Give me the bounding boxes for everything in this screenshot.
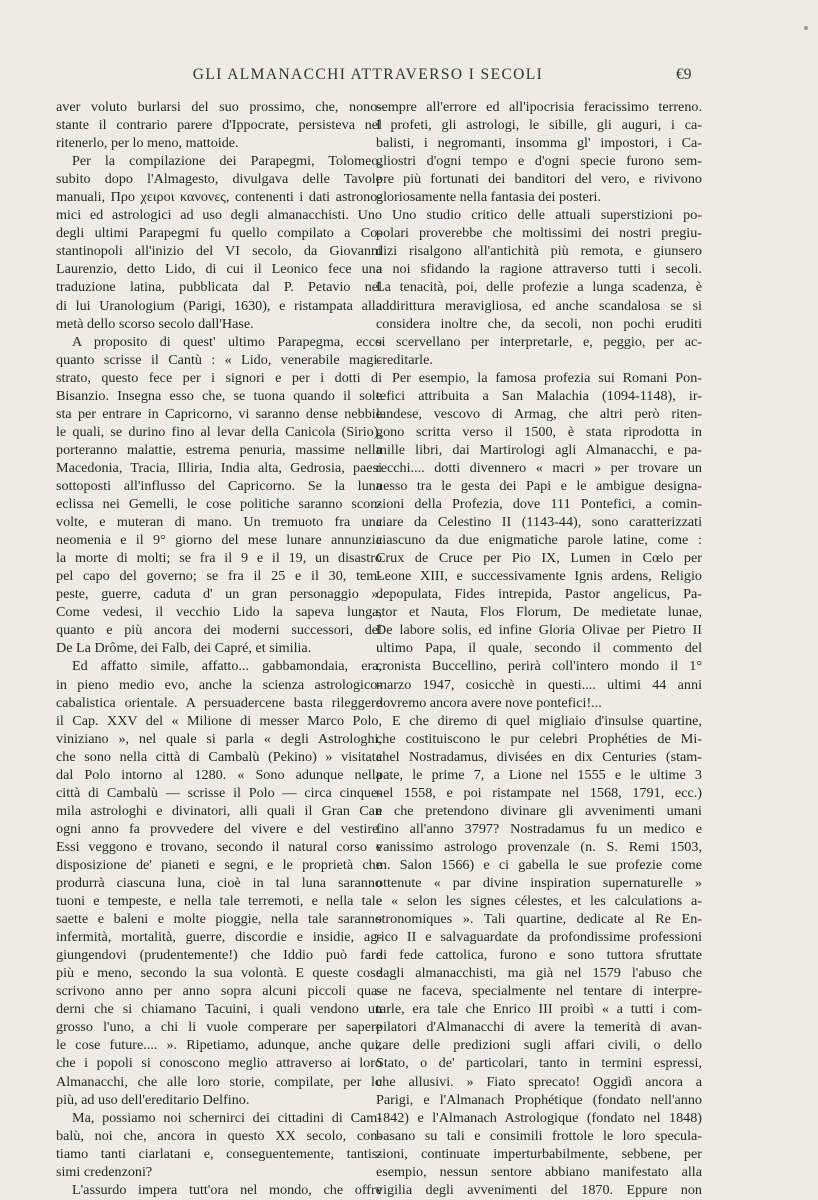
- text-line: Parigi, e l'Almanach Prophétique (fondato nell'anno: [376, 1091, 702, 1108]
- text-line: recchi.... dotti divennero « macri » per trovare un: [376, 459, 702, 476]
- text-line: cronista Buccellino, perirà coll'intero mondo il 1°: [376, 658, 702, 675]
- text-line: tuoni e tempeste, e nella tale terremoti, e nella tale: [56, 893, 382, 910]
- text-line: gloriosamente nella fantasia dei posteri.: [376, 189, 601, 206]
- text-line: città di Cambalù — scrisse il Polo — circa cinque-: [56, 784, 382, 801]
- text-line: mici ed astrologici ad uso degli almanacchisti. Uno: [56, 207, 382, 224]
- text-line: polari proverebbe che moltissimi dei nostri pregiu-: [376, 225, 702, 242]
- text-line: La tenacità, poi, delle profezie a lunga scadenza, è: [376, 279, 702, 296]
- text-line: esempio, nessun sentore abbiano manifestato alla: [376, 1163, 702, 1180]
- text-line: ottenute « par divine inspiration supernaturelle »: [376, 875, 702, 892]
- text-line: mila astrologhi e divinatori, alli quali il Gran Can: [56, 802, 382, 819]
- text-line: simi credenzoni?: [56, 1163, 153, 1180]
- text-line: produrrà ciascuna luna, cioè in tal luna saranno: [56, 875, 382, 892]
- text-line: De labore solis, ed infine Gloria Olivae per Pietro II: [376, 622, 702, 639]
- text-line: Leone XIII, e successivamente Ignis ardens, Religio: [376, 568, 702, 585]
- text-line: le cose future.... ». Ripetiamo, adunque, anche qui,: [56, 1037, 382, 1054]
- text-line: vanissimo astrologo provenzale (n. S. Remi 1503,: [376, 838, 702, 855]
- page-number: €9: [676, 66, 692, 83]
- text-line: quanto e più ancora dei moderni successori, del: [56, 622, 382, 639]
- text-line: stante il contrario parere d'Ippocrate, persisteva nel: [56, 117, 382, 134]
- text-line: pre più fortunati dei banditori del vero, e rivivono: [376, 171, 702, 188]
- text-line: che costituiscono le pur celebri Prophéties de Mi-: [376, 730, 702, 747]
- text-line: ritenerlo, per lo meno, mattoide.: [56, 135, 239, 152]
- text-line: vigilia degli avvenimenti del 1870. Eppure non: [376, 1181, 702, 1198]
- text-line: depopulata, Fides intrepida, Pastor angelicus, Pa-: [376, 586, 702, 603]
- text-line: in pieno medio evo, anche la scienza astrologico-: [56, 676, 382, 693]
- text-line: stronomiques ». Tali quartine, dedicate al Re En-: [376, 911, 702, 928]
- text-line: dovremo ancora avere nove pontefici!...: [376, 694, 602, 711]
- text-line: più e meno, secondo la sua volontà. E queste cose: [56, 965, 382, 982]
- text-line: mille libri, dai Martirologi agli Almanacchi, e pa-: [376, 441, 702, 458]
- left-column: [56, 98, 382, 1199]
- text-line: Crux de Cruce per Pio IX, Lumen in Cœlo per: [376, 550, 702, 567]
- text-line: ciare da Celestino II (1143-44), sono caratterizzati: [376, 514, 702, 531]
- text-line: I profeti, gli astrologi, le sibille, gli auguri, i ca-: [376, 117, 702, 134]
- text-line: chel Nostradamus, divisées en dix Centuries (stam-: [376, 748, 702, 765]
- text-line: De La Drôme, dei Falb, dei Capré, et similia.: [56, 640, 312, 657]
- text-line: tefici attribuita a San Malachia (1094-1148), ir-: [376, 387, 702, 404]
- text-line: grosso l'uno, a chi li vuole comperare per sapere: [56, 1019, 382, 1036]
- text-line: marzo 1947, cosicchè in questi.... ultimi 44 anni: [376, 676, 702, 693]
- text-line: ciascuno da due enigmatiche parole latine, come :: [376, 532, 702, 549]
- text-line: Come vedesi, il vecchio Lido la sapeva lunga,: [56, 604, 382, 621]
- text-line: scrivono anno per anno sopra alcuni piccoli qua-: [56, 983, 382, 1000]
- text-line: di lui Uranologium (Parigi, 1630), e ristampata alla: [56, 297, 382, 314]
- text-line: e « selon les signes célestes, et les calculations a-: [376, 893, 702, 910]
- text-line: considera inoltre che, da secoli, non pochi eruditi: [376, 315, 702, 332]
- text-line: pel capo del governo; se fra il 25 e il 30, tem-: [56, 568, 382, 585]
- text-line: E che diremo di quel migliaio d'insulse quartine,: [392, 712, 702, 729]
- text-line: zioni della Profezia, dove 111 Pontefici, a comin-: [376, 496, 702, 513]
- text-line: sempre all'errore ed all'ipocrisia feracissimo terreno.: [376, 99, 702, 115]
- text-line: balù, noi che, ancora in questo XX secolo, con-: [56, 1127, 382, 1144]
- text-line: si scervellano per interpretarle, e, peggio, per ac-: [376, 333, 702, 350]
- text-line: Per esempio, la famosa profezia sui Romani Pon-: [392, 369, 702, 386]
- text-line: creditarle.: [376, 351, 433, 368]
- text-line: Bisanzio. Insegna esso che, se tuona quando il sole: [56, 387, 382, 404]
- text-line: ultimo Papa, il quale, secondo il commento del: [376, 640, 702, 657]
- text-line: nesso tra le gesta dei Papi e le ambigue designa-: [376, 477, 702, 494]
- text-line: Per la compilazione dei Parapegmi, Tolomeo,: [72, 153, 382, 170]
- text-line: zioni, continuate imperturbabilmente, sebbene, per: [376, 1145, 702, 1162]
- text-line: Ed affatto simile, affatto... gabbamondaia, era,: [72, 658, 382, 675]
- text-line: landese, vescovo di Armag, che altri però riten-: [376, 405, 702, 422]
- text-line: Laurenzio, detto Lido, di cui il Leonico fece una: [56, 261, 382, 278]
- text-line: aver voluto burlarsi del suo prossimo, che, nono-: [56, 99, 382, 115]
- text-line: saette e baleni e molte pioggie, nella tale saranno: [56, 911, 382, 928]
- text-line: tiamo tanti ciarlatani e, conseguentemente, tantis-: [56, 1145, 382, 1162]
- text-line: pate, le prime 7, a Lione nel 1555 e le ultime 3: [376, 766, 702, 783]
- text-line: subito dopo l'Almagesto, divulgava delle Tavole: [56, 171, 382, 188]
- text-line: Ma, possiamo noi schernirci dei cittadini di Cam-: [72, 1109, 382, 1126]
- text-line: degli ultimi Parapegmi fu quello compilato a Co-: [56, 225, 382, 242]
- scan-speck: [804, 26, 808, 30]
- text-line: Stato, o de' particolari, tanto in termini espressi,: [376, 1055, 702, 1072]
- text-line: il Cap. XXV del « Milione di messer Marco Polo,: [56, 712, 382, 729]
- text-line: peste, guerre, caduta d' un gran personaggio ».: [56, 586, 382, 603]
- text-line: nel 1558, e poi ristampate nel 1568, 1791, ecc.): [376, 784, 702, 801]
- text-line: rico II e salvaguardate da profondissime professioni: [376, 929, 702, 946]
- text-line: 1842) e l'Almanach Astrologique (fondato nel 1848): [376, 1109, 702, 1126]
- text-line: stor et Nauta, Flos Florum, De medietate lunae,: [376, 604, 702, 621]
- text-line: eclissa nei Gemelli, le cose politiche saranno scon-: [56, 496, 382, 513]
- text-line: dal Polo intorno al 1280. « Sono adunque nella: [56, 766, 382, 783]
- text-line: porteranno malattie, estrema penuria, massime nella: [56, 441, 382, 458]
- text-line: neomenia e il 9° giorno del mese lunare annunzia: [56, 532, 382, 549]
- text-line: più, ad uso dell'ereditario Delfino.: [56, 1091, 250, 1108]
- text-line: volte, e muteran di mano. Un tremuoto fra una: [56, 514, 382, 531]
- text-line: addirittura meravigliosa, ed anche scandalosa se si: [376, 297, 702, 314]
- text-line: metà dello scorso secolo dall'Hase.: [56, 315, 254, 332]
- text-line: basano su tali e consimili frottole le loro specula-: [376, 1127, 702, 1144]
- text-line: sottoposti all'influsso del Capricorno. Se la luna: [56, 477, 382, 494]
- text-line: viniziano », nel quale si parla « degli Astrologhi,: [56, 730, 382, 747]
- right-column: [376, 98, 702, 1199]
- text-line: dizi risalgono all'antichità più remota, e giunsero: [376, 243, 702, 260]
- text-line: che i popoli si conoscono meglio attraverso ai loro: [56, 1055, 382, 1072]
- text-line: gono scritta verso il 1500, è stata riprodotta in: [376, 423, 702, 440]
- text-line: che allusivi. » Fiato sprecato! Oggidì ancora a: [376, 1073, 702, 1090]
- text-line: che sono nella città di Cambalù (Pekino) » visitata: [56, 748, 382, 765]
- text-line: A proposito di quest' ultimo Parapegma, ecco: [72, 333, 382, 350]
- text-line: infermità, mortalità, guerre, discordie e insidie, ag-: [56, 929, 382, 946]
- text-line: dagli almanacchisti, ma già nel 1579 l'abuso che: [376, 965, 702, 982]
- text-line: pilatori d'Almanacchi di avere la temerità di avan-: [376, 1019, 702, 1036]
- text-line: m. Salon 1566) e ci gabella le sue profezie come: [376, 856, 702, 873]
- text-line: ogni anno fa provvedere del vivere e del vestire.: [56, 820, 382, 837]
- text-line: Almanacchi, che alle loro storie, compilate, per lo: [56, 1073, 382, 1090]
- text-line: traduzione latina, pubblicata dal P. Petavio nel: [56, 279, 382, 296]
- text-line: giungendovi (prudentemente!) che Iddio può fare: [56, 947, 382, 964]
- text-line: manuali, Προ χειροι κανονες, contenenti i dati astrono-: [56, 189, 382, 206]
- text-line: tarle, era tale che Enrico III proibì « a tutti i com-: [376, 1001, 702, 1018]
- text-line: e che pretendono divinare gli avvenimenti umani: [376, 802, 702, 819]
- text-line: balisti, i negromanti, insomma gl' impostori, i Ca-: [376, 135, 702, 152]
- text-line: stantinopoli all'inizio del VI secolo, da Giovanni: [56, 243, 382, 260]
- text-line: Uno studio critico delle attuali superstizioni po-: [392, 207, 702, 224]
- text-line: derni che si chiamano Tacuini, i quali vendono un: [56, 1001, 382, 1018]
- text-line: fino all'anno 3797? Nostradamus fu un medico e: [376, 820, 702, 837]
- text-line: cabalistica orientale. A persuadercene basta rileggere: [56, 694, 382, 711]
- text-line: a noi sfidando la ragione attraverso tutti i secoli.: [376, 261, 702, 278]
- text-line: sta per entrare in Capricorno, vi saranno dense nebbie: [56, 405, 382, 422]
- text-line: Macedonia, Tracia, Illiria, India alta, Gedrosia, paesi: [56, 459, 382, 476]
- text-line: zare delle predizioni sugli affari civili, o dello: [376, 1037, 702, 1054]
- running-head: [0, 62, 818, 86]
- text-line: le quali, se durino fino al levar della Canicola (Sirio),: [56, 423, 382, 440]
- text-line: disposizione de' pianeti e segni, e le proprietà che: [56, 856, 382, 873]
- text-line: quanto scrisse il Cantù : « Lido, venerabile magi-: [56, 351, 382, 368]
- text-line: L'assurdo impera tutt'ora nel mondo, che offre: [72, 1181, 382, 1198]
- text-line: la morte di molti; se fra il 9 e il 19, un disastro: [56, 550, 382, 567]
- text-line: di fede cattolica, furono e sono tuttora sfruttate: [376, 947, 702, 964]
- text-line: Essi veggono e trovano, secondo il natural corso e: [56, 838, 382, 855]
- text-line: gliostri d'ogni tempo e d'ogni specie furono sem-: [376, 153, 702, 170]
- text-line: se ne faceva, specialmente nel tentare di interpre-: [376, 983, 702, 1000]
- running-title: GLI ALMANACCHI ATTRAVERSO I SECOLI: [192, 66, 544, 83]
- text-line: strato, questo fece per i signori e per i dotti di: [56, 369, 382, 386]
